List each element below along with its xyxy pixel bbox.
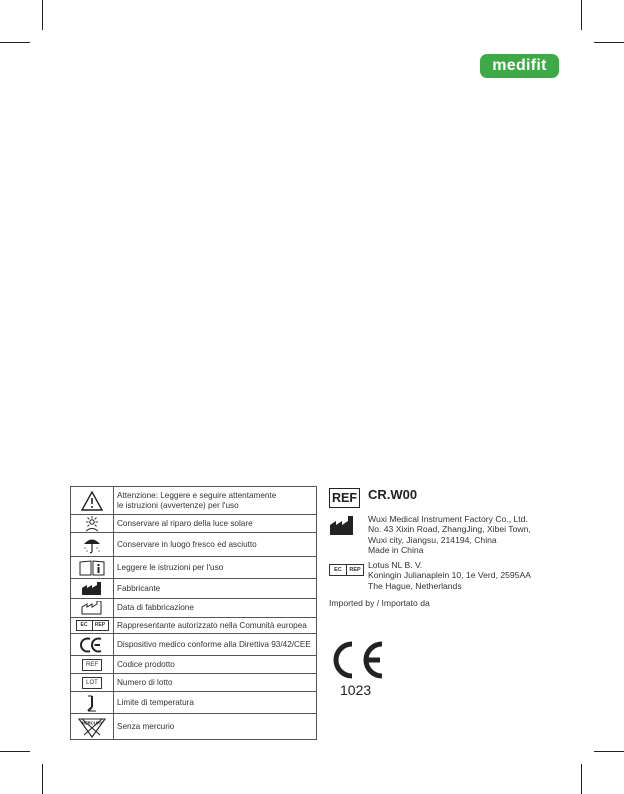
row-text: Dispositivo medico conforme alla Direttiva 93/42/CEE [114,634,317,656]
thermometer-icon [85,694,99,712]
row-text: Codice prodotto [114,656,317,674]
crop-mark [0,751,30,752]
table-row [71,714,317,740]
ref-code: CR.W00 [368,487,418,502]
manufacturer-address: Wuxi Medical Instrument Factory Co., Ltd. No. 43 Xixin Road, ZhangJing, Xibei Town, Wuxi city, Jiangsu, 214194, China Made in China [368,514,531,555]
row-text: Conservare al riparo della luce solare [114,515,317,533]
table-row [71,599,317,618]
row-text: le istruzioni (avvertenze) per l'uso [117,500,239,510]
ec-rep-icon: EC REP [329,564,364,576]
row-text: Fabbricante [114,579,317,599]
row-text: Data di fabbricazione [114,599,317,618]
row-text: Leggere le istruzioni per l'uso [114,557,317,579]
manual-icon [79,560,105,576]
ce-mark-icon [328,640,386,680]
row-text: Attenzione: Leggere e seguire attentamente [117,490,277,500]
sun-icon [83,516,101,532]
crop-mark [42,764,43,794]
row-text: Conservare in luogo fresco ed asciutto [114,533,317,557]
table-row [71,674,317,692]
row-text: Senza mercurio [114,714,317,740]
ce-mark-icon [80,637,104,653]
imported-by: Imported by / Importato da [329,598,430,608]
crop-mark [594,42,624,43]
table-row [71,487,317,515]
crop-mark [42,0,43,30]
row-text: Rappresentante autorizzato nella Comunità europea [114,618,317,634]
factory-icon [81,582,103,596]
table-row [71,557,317,579]
symbols-table [70,486,317,740]
table-row [71,618,317,634]
warning-triangle-icon [81,491,103,511]
row-text: Numero di lotto [114,674,317,692]
factory-date-icon [81,601,103,615]
crop-mark [0,42,30,43]
crop-mark [581,764,582,794]
crop-mark [594,751,624,752]
crop-mark [581,0,582,30]
umbrella-icon [82,536,102,554]
ref-symbol: REF [329,488,360,508]
notified-body-number: 1023 [340,682,372,698]
lot-icon: LOT [82,677,102,689]
table-row [71,634,317,656]
mercury-free-icon [77,716,107,738]
eu-representative: Lotus NL B. V. Koningin Julianaplein 10, 1e Verd, 2595AA The Hague, Netherlands [368,560,531,591]
table-row [71,533,317,557]
ec-rep-icon: EC REP [71,620,113,631]
medifit-logo: medifit [480,54,559,78]
table-row [71,515,317,533]
svg-text:MERCURY: MERCURY [81,720,103,725]
table-row [71,579,317,599]
row-text: Limite di temperatura [114,692,317,714]
factory-icon [329,516,355,536]
table-row [71,656,317,674]
ref-icon: REF [82,659,102,671]
table-row [71,692,317,714]
